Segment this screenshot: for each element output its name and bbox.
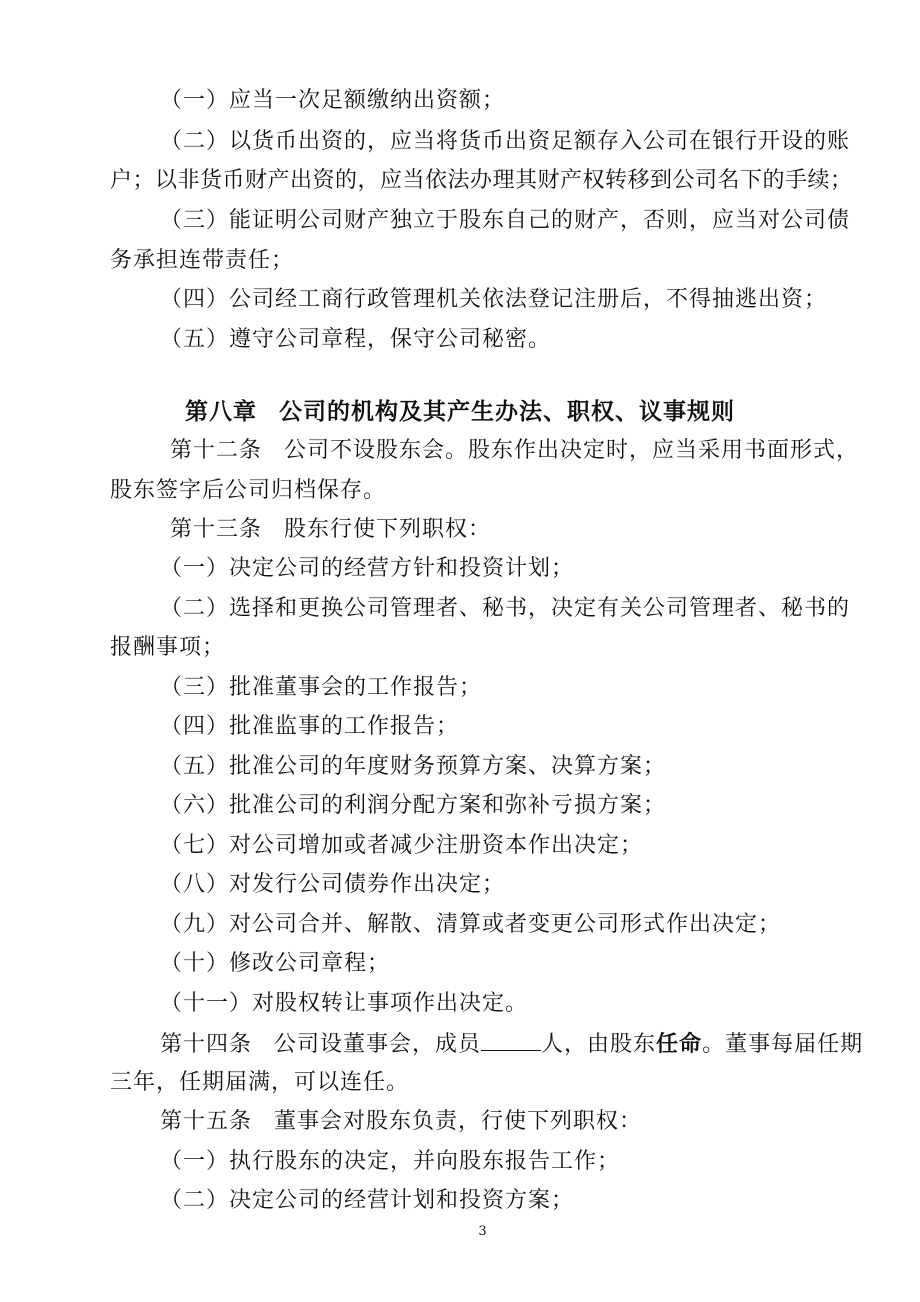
article-12-label: 第十二条: [170, 438, 263, 463]
member-count-blank: [481, 1028, 541, 1051]
chapter-heading: [0, 396, 920, 428]
article-13-item-10: （十）修改公司章程；: [160, 951, 391, 976]
obligation-item-3-line-2: 务承担连带责任；: [110, 248, 295, 273]
article-13-item-5: （五）批准公司的年度财务预算方案、决算方案；: [160, 754, 667, 779]
article-13-item-3: （三）批准董事会的工作报告；: [160, 675, 483, 700]
article-13-item-11: （十一）对股权转让事项作出决定。: [160, 991, 529, 1016]
article-13-item-4: （四）批准监事的工作报告；: [160, 714, 460, 739]
article-15-text: 董事会对股东负责，行使下列职权：: [274, 1109, 643, 1134]
article-15-intro: [160, 1107, 642, 1137]
article-13-item-6: （六）批准公司的利润分配方案和弥补亏损方案；: [160, 793, 667, 818]
obligation-item-2-line-2: 户；以非货币财产出资的，应当依法办理其财产权转移到公司名下的手续；: [110, 168, 853, 193]
chapter-title: 公司的机构及其产生办法、职权、议事规则: [279, 398, 735, 425]
article-14-part-4: 。董事每届任期: [702, 1032, 864, 1057]
obligation-item-4: （四）公司经工商行政管理机关依法登记注册后，不得抽逃出资；: [160, 287, 828, 312]
article-13-item-7: （七）对公司增加或者减少注册资本作出决定；: [160, 833, 644, 858]
article-14-bold-term: 任命: [656, 1031, 703, 1057]
article-13-item-2-line-2: 报酬事项；: [110, 635, 226, 660]
article-13-item-8: （八）对发行公司债券作出决定；: [160, 872, 506, 897]
chapter-number: 第八章: [185, 398, 257, 425]
obligation-item-5: （五）遵守公司章程，保守公司秘密。: [160, 327, 552, 352]
article-15-item-2: （二）决定公司的经营计划和投资方案；: [160, 1188, 575, 1213]
article-14-line-2: 三年，任期届满，可以连任。: [110, 1070, 410, 1095]
article-13-item-2-line-1: （二）选择和更换公司管理者、秘书，决定有关公司管理者、秘书的: [160, 596, 851, 621]
article-13-intro: [170, 515, 491, 545]
article-12-text: 公司不设股东会。股东作出决定时，应当采用书面形式，: [284, 438, 860, 463]
article-13-text: 股东行使下列职权：: [284, 517, 492, 542]
obligation-item-1: （一）应当一次足额缴纳出资额；: [160, 88, 506, 113]
article-15-item-1: （一）执行股东的决定，并向股东报告工作；: [160, 1149, 621, 1174]
article-13-label: 第十三条: [170, 517, 263, 542]
article-12-line-2: 股东签字后公司归档保存。: [110, 478, 387, 503]
article-13-item-1: （一）决定公司的经营方针和投资计划；: [160, 556, 575, 581]
article-13-item-9: （九）对公司合并、解散、清算或者变更公司形式作出决定；: [160, 912, 782, 937]
obligation-item-2-line-1: （二）以货币出资的，应当将货币出资足额存入公司在银行开设的账: [160, 129, 851, 154]
article-15-label: 第十五条: [160, 1109, 253, 1134]
article-14-part-2: 人，由股东: [541, 1032, 657, 1057]
article-14-line-1: [160, 1028, 863, 1060]
article-14-label: 第十四条: [160, 1032, 253, 1057]
article-12-line-1: [170, 436, 859, 466]
obligation-item-3-line-1: （三）能证明公司财产独立于股东自己的财产，否则，应当对公司债: [160, 208, 851, 233]
page-number: 3: [478, 1224, 487, 1239]
article-14-part-1: 公司设董事会，成员: [274, 1032, 482, 1057]
